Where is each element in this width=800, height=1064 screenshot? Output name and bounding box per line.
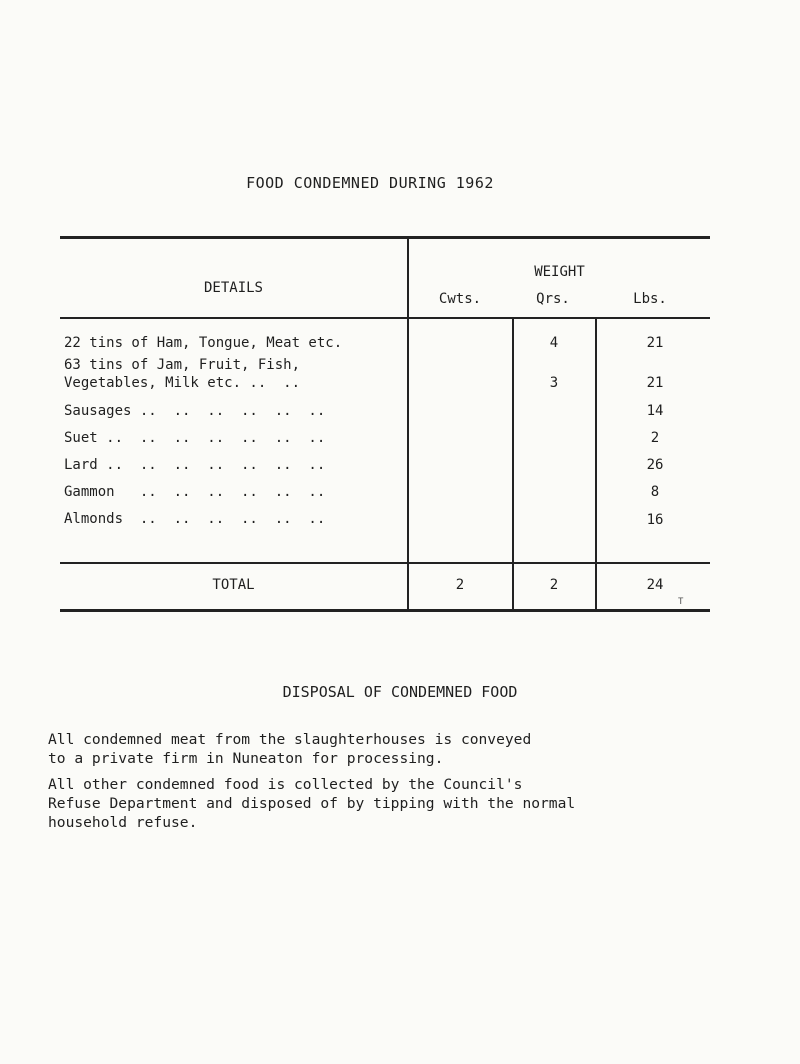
table-cell-lbs: 21	[646, 335, 664, 351]
table-row-label: 63 tins of Jam, Fruit, Fish,	[64, 357, 301, 373]
paragraph-line: All condemned meat from the slaughterhouses is conveyed	[48, 731, 532, 748]
header-lbs: Lbs.	[633, 291, 667, 307]
header-details: DETAILS	[203, 280, 263, 296]
stray-mark: T	[678, 597, 684, 607]
paragraph-line: All other condemned food is collected by the Council's	[48, 776, 523, 793]
header-weight: WEIGHT	[534, 264, 585, 280]
table-bottom-rule	[60, 609, 710, 612]
table-row-label: Suet .. .. .. .. .. .. ..	[64, 430, 326, 446]
paragraph	[48, 730, 748, 768]
paragraph-line: Refuse Department and disposed of by tipping with the normal	[48, 795, 576, 812]
table-row-label: Lard .. .. .. .. .. .. ..	[64, 457, 326, 473]
header-qrs: Qrs.	[536, 291, 570, 307]
table-cell-lbs: 14	[646, 403, 664, 419]
paragraph-line: to a private firm in Nuneaton for processing.	[48, 750, 444, 767]
total-label: TOTAL	[212, 577, 255, 593]
table-cell-qrs: 3	[549, 375, 559, 391]
table-top-rule	[60, 236, 710, 239]
table-row-label: Almonds .. .. .. .. .. ..	[64, 511, 326, 527]
table-cell-lbs: 8	[650, 484, 660, 500]
paragraph	[48, 775, 748, 832]
table-cell-qrs: 4	[549, 335, 559, 351]
paragraph-line: household refuse.	[48, 814, 198, 831]
table-row-label: Gammon .. .. .. .. .. ..	[64, 484, 326, 500]
column-divider	[595, 317, 597, 612]
page-title: FOOD CONDEMNED DURING 1962	[246, 174, 494, 192]
table-cell-lbs: 26	[646, 457, 664, 473]
table-row-label: Sausages .. .. .. .. .. ..	[64, 403, 326, 419]
total-lbs: 24	[646, 577, 664, 593]
table-row-label-cont: Vegetables, Milk etc. .. ..	[64, 375, 301, 391]
header-cwts: Cwts.	[438, 291, 482, 307]
table-total-rule	[60, 562, 710, 564]
table-row-label: 22 tins of Ham, Tongue, Meat etc.	[64, 335, 343, 351]
column-divider	[407, 236, 409, 612]
table-header-rule	[60, 317, 710, 319]
total-qrs: 2	[549, 577, 559, 593]
condemned-food-table	[60, 236, 710, 612]
table-cell-lbs: 21	[646, 375, 664, 391]
total-cwts: 2	[455, 577, 465, 593]
table-cell-lbs: 2	[650, 430, 660, 446]
table-cell-lbs: 16	[646, 512, 664, 528]
section-title: DISPOSAL OF CONDEMNED FOOD	[282, 683, 518, 701]
column-divider	[512, 317, 514, 612]
